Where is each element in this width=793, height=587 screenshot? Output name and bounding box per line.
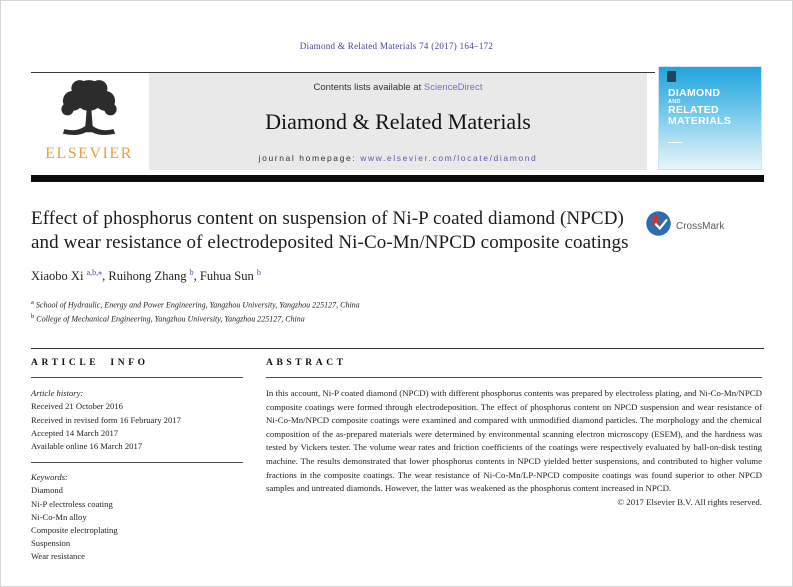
affiliation-line (31, 311, 762, 325)
journal-cover-thumbnail[interactable] (658, 66, 762, 170)
crossmark-icon (645, 210, 672, 242)
keyword-item: Ni-Co-Mn alloy (31, 511, 87, 522)
keyword-item: Ni-P electroless coating (31, 498, 113, 509)
keyword-item: Suspension (31, 538, 71, 549)
article-history-label: Article history: (31, 388, 84, 399)
title-block (31, 207, 762, 256)
author-name: Fuhua Sun (199, 268, 254, 283)
affiliation-mark: b (31, 312, 35, 320)
cover-title-line2: AND (668, 99, 681, 105)
history-item: Received in revised form 16 February 2017 (31, 414, 181, 425)
contents-line-prefix: Contents lists available at (313, 82, 424, 93)
elsevier-tree-icon (45, 77, 133, 143)
journal-header (31, 73, 762, 170)
sciencedirect-link[interactable]: ScienceDirect (423, 82, 483, 93)
contents-line (149, 82, 647, 93)
author-separator: , (102, 268, 106, 283)
author-list (31, 268, 762, 284)
history-item: Received 21 October 2016 (31, 401, 123, 412)
homepage-prefix: journal homepage: (258, 153, 361, 163)
affiliation-text: School of Hydraulic, Energy and Power Engineering, Yangzhou University, Yangzhou 225127, China (35, 300, 360, 310)
journal-header-box (149, 73, 647, 170)
elsevier-wordmark: ELSEVIER (45, 145, 133, 162)
journal-name: Diamond & Related Materials (265, 109, 531, 134)
crossmark-label: CrossMark (676, 220, 725, 232)
article-title: Effect of phosphorus content on suspension of Ni-P coated diamond (NPCD) and wear resistance of electrodeposited Ni-Co-Mn/NPCD composite coatings (31, 208, 629, 254)
affiliation-line (31, 297, 762, 311)
elsevier-logo[interactable] (31, 73, 149, 170)
journal-citation: Diamond & Related Materials 74 (2017) 164–172 (299, 41, 494, 51)
author-affil-marks[interactable]: b (256, 267, 261, 277)
section-divider-rule (31, 348, 764, 349)
cover-title (668, 88, 731, 127)
keyword-item: Diamond (31, 485, 63, 496)
affiliation-mark: a (31, 298, 34, 306)
cover-title-line3: RELATED (668, 104, 719, 116)
cover-title-line1: DIAMOND (668, 87, 721, 99)
homepage-line (149, 153, 647, 163)
history-item: Accepted 14 March 2017 (31, 427, 119, 438)
abstract-heading: ABSTRACT (266, 358, 347, 369)
cover-title-line4: MATERIALS (668, 115, 732, 127)
author-affil-marks[interactable]: b (189, 267, 194, 277)
affiliation-text: College of Mechanical Engineering, Yangzhou University, Yangzhou 225127, China (36, 314, 305, 324)
info-abstract-columns (31, 358, 762, 563)
header-black-bar (31, 175, 764, 182)
affiliation-list (31, 297, 762, 325)
keywords-divider-rule (31, 462, 243, 463)
article-info-column (31, 358, 243, 563)
abstract-text: In this account, Ni-P coated diamond (NPCD) with different phosphorus contents was prepared by electroless plating, and Ni-Co-Mn/NPCD composite coatings were formed through electrodeposition. The effect of phosphorus content on NPCD suspension and wear resistance of Ni-Co-Mn/NPCD composite coatings were examined and compared with unmodified diamond particles. The morphology and the chemical composition of the as-prepared materials were determined by environmental scanning electron microscopy (ESEM), and the hardness was tested by Vickers tester. The volume wear rates and friction coefficients of the coatings were respectively evaluated by ball-on-disk testing machine. The results demonstrated that lower phosphorus contents in NPCD yielded better suspensions, and contributed to higher volume fractions in the composite coatings. The wear resistance of Ni-Co-Mn/LP-NPCD composite coatings was found superior to other NPCD samples and untreated diamonds. However, the latter was weakened as the phosphorus content increased in NPCD. (266, 388, 762, 494)
crossmark-badge[interactable] (645, 211, 724, 241)
abstract-column (266, 358, 762, 563)
history-item: Available online 16 March 2017 (31, 440, 143, 451)
author-separator: , (193, 268, 197, 283)
article-info-heading: ARTICLE INFO (31, 358, 149, 369)
cover-decorative-dash (668, 142, 682, 143)
abstract-rule (266, 377, 762, 378)
author-name: Xiaobo Xi (31, 268, 84, 283)
cover-elsevier-mini-icon (667, 71, 676, 82)
author-name: Ruihong Zhang (108, 268, 187, 283)
keywords-label: Keywords: (31, 472, 68, 483)
keyword-item: Composite electroplating (31, 524, 118, 535)
journal-homepage-link[interactable]: www.elsevier.com/locate/diamond (360, 153, 538, 163)
copyright-line: © 2017 Elsevier B.V. All rights reserved. (617, 496, 762, 507)
article-info-rule (31, 377, 243, 378)
keyword-item: Wear resistance (31, 551, 85, 562)
author-affil-marks[interactable]: a,b,⁎ (86, 267, 103, 277)
